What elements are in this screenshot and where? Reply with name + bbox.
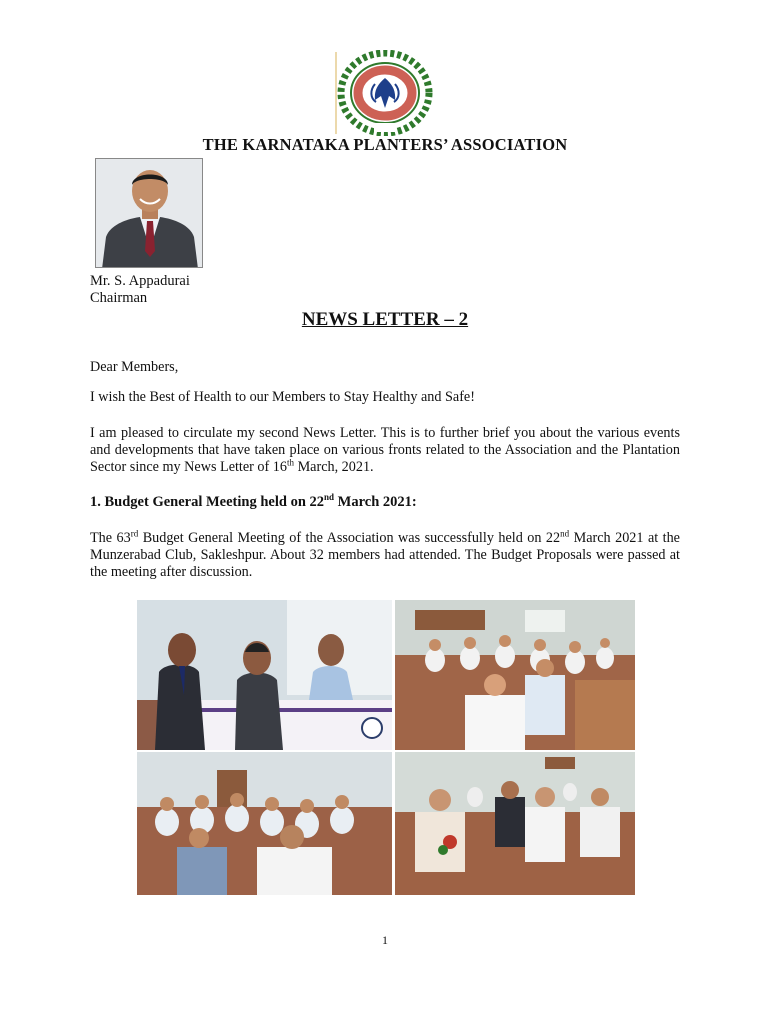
meeting-photo-audience xyxy=(395,600,635,750)
meeting-photo-members-left xyxy=(137,752,392,895)
section-heading: 1. Budget General Meeting held on 22nd March 2021: xyxy=(90,492,417,510)
chairman-title: Chairman xyxy=(90,290,148,306)
salutation: Dear Members, xyxy=(90,359,179,375)
page-number: 1 xyxy=(382,933,388,947)
newsletter-title: NEWS LETTER – 2 xyxy=(301,309,469,330)
chairman-photo xyxy=(95,158,203,268)
budget-meeting-paragraph: The 63rd Budget General Meeting of the Association was successfully held on 22nd March 2021 at the Munzerabad Club, Sakleshpur. About 32 members had attended. The Budget Proposals were passed at the meeting after discussion. xyxy=(90,528,680,580)
intro-paragraph: I am pleased to circulate my second News Letter. This is to further brief you about the various events and developments that have taken place on various fronts related to the Association and the Plantation Sector since my News Letter of 16th March, 2021. xyxy=(90,425,680,475)
association-logo xyxy=(334,50,436,136)
organization-title: THE KARNATAKA PLANTERS’ ASSOCIATION xyxy=(202,135,568,154)
meeting-photo-members-right xyxy=(395,752,635,895)
chairman-name: Mr. S. Appadurai xyxy=(90,273,190,289)
meeting-photo-head-table xyxy=(137,600,392,750)
wish-paragraph: I wish the Best of Health to our Members to Stay Healthy and Safe! xyxy=(90,389,475,405)
